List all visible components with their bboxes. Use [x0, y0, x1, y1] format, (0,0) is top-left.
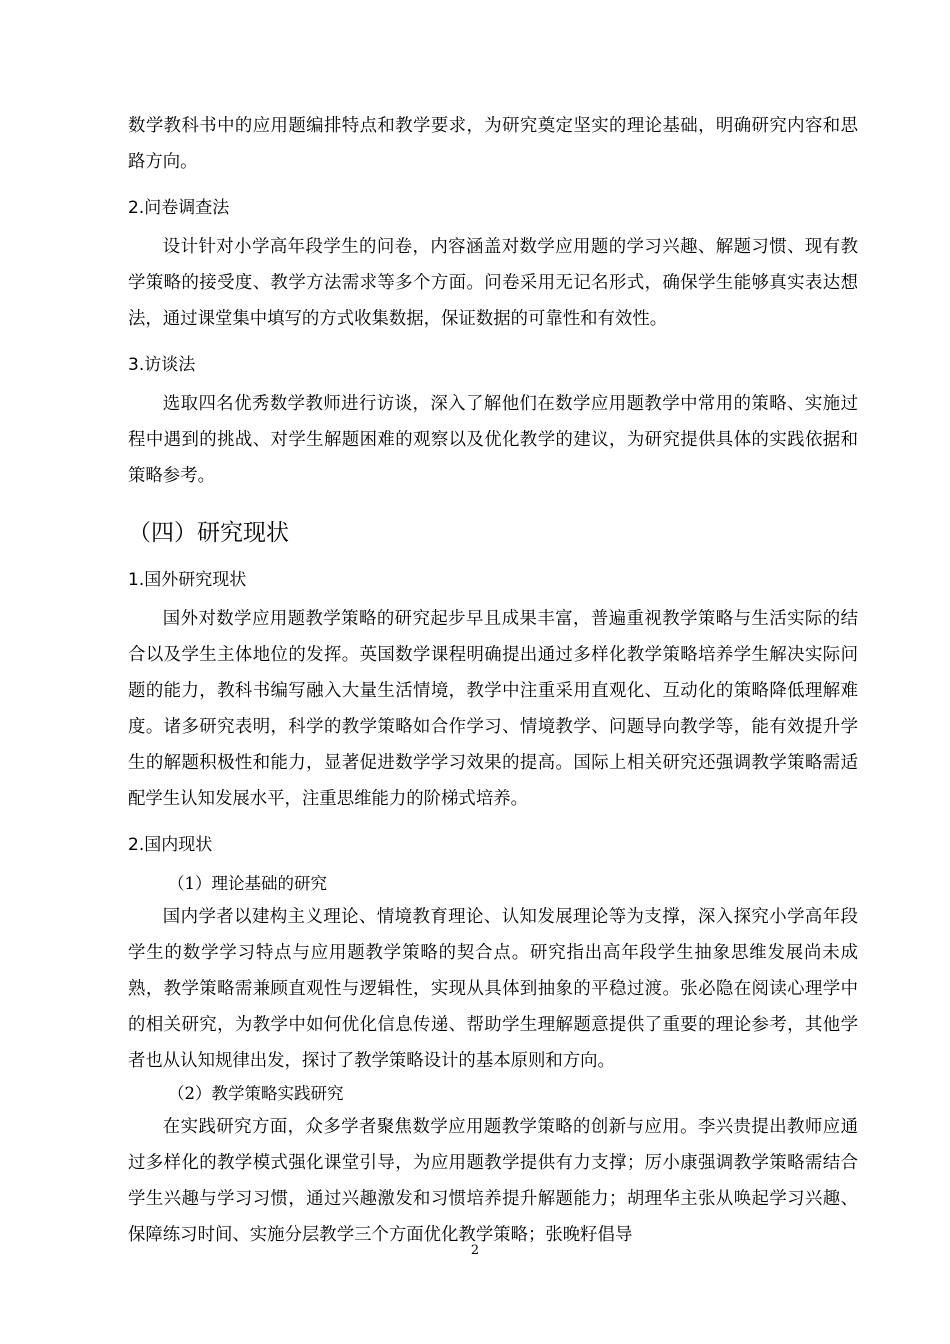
paragraph-theory-basis: 国内学者以建构主义理论、情境教育理论、认知发展理论等为支撑，深入探究小学高年段学生的数学学习特点与应用题教学策略的契合点。研究指出高年段学生抽象思维发展尚未成熟，教学策略需兼顾直观性与逻辑性，实现从具体到抽象的平稳过渡。张必隐在阅读心理学中的相关研究，为教学中如何优化信息传递、帮助学生理解题意提供了重要的理论参考，其他学者也从认知规律出发，探讨了教学策略设计的基本原则和方向。 — [128, 907, 858, 1071]
heading-foreign-research: 1.国外研究现状 — [128, 570, 247, 590]
paragraph-interview: 选取四名优秀数学教师进行访谈，深入了解他们在数学应用题教学中常用的策略、实施过程中遇到的挑战、对学生解题困难的观察以及优化教学的建议，为研究提供具体的实践依据和策略参考。 — [128, 394, 858, 486]
paragraph-continued: 数学教科书中的应用题编排特点和教学要求，为研究奠定坚实的理论基础，明确研究内容和思路方向。 — [128, 116, 858, 172]
subheading-theory-basis: （1）理论基础的研究 — [168, 874, 327, 893]
section-heading-research-status: （四）研究现状 — [128, 520, 289, 546]
page-content — [128, 108, 858, 1253]
heading-questionnaire-method: 2.问卷调查法 — [128, 198, 230, 218]
subheading-teaching-practice: （2）教学策略实践研究 — [168, 1084, 344, 1103]
heading-domestic-research: 2.国内现状 — [128, 835, 213, 855]
page-number: 2 — [470, 1243, 480, 1258]
heading-interview-method: 3.访谈法 — [128, 355, 196, 375]
paragraph-questionnaire: 设计针对小学高年段学生的问卷，内容涵盖对数学应用题的学习兴趣、解题习惯、现有教学策略的接受度、教学方法需求等多个方面。问卷采用无记名形式，确保学生能够真实表达想法，通过课堂集中填写的方式收集数据，保证数据的可靠性和有效性。 — [128, 237, 858, 329]
paragraph-teaching-practice: 在实践研究方面，众多学者聚焦数学应用题教学策略的创新与应用。李兴贵提出教师应通过多样化的教学模式强化课堂引导，为应用题教学提供有力支撑；厉小康强调教学策略需结合学生兴趣与学习习惯，通过兴趣激发和习惯培养提升解题能力；胡理华主张从唤起学习兴趣、保障练习时间、实施分层教学三个方面优化教学策略；张晚籽倡导 — [128, 1117, 858, 1245]
paragraph-foreign-research: 国外对数学应用题教学策略的研究起步早且成果丰富，普遍重视教学策略与生活实际的结合以及学生主体地位的发挥。英国数学课程明确提出通过多样化教学策略培养学生解决实际问题的能力，教科书编写融入大量生活情境，教学中注重采用直观化、互动化的策略降低理解难度。诸多研究表明，科学的教学策略如合作学习、情境教学、问题导向教学等，能有效提升学生的解题积极性和能力，显著促进数学学习效果的提高。国际上相关研究还强调教学策略需适配学生认知发展水平，注重思维能力的阶梯式培养。 — [128, 609, 858, 809]
